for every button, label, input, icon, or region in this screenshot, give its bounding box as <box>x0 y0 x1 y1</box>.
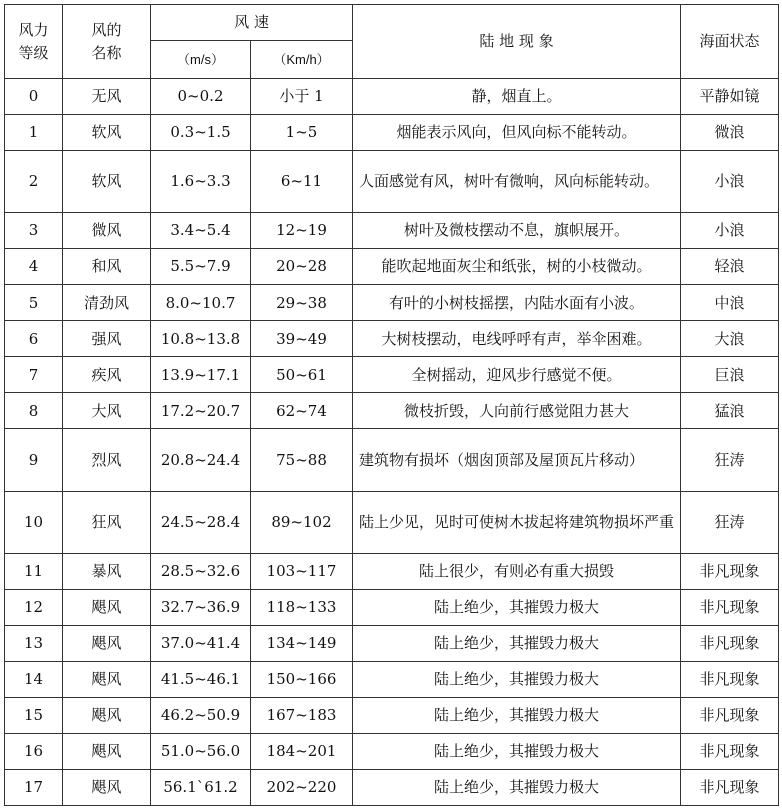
cell-land: 微枝折毁，人向前行感觉阻力甚大 <box>353 393 681 429</box>
header-kmh: （Km/h） <box>251 41 353 79</box>
cell-kmh: 小于 1 <box>251 79 353 115</box>
cell-sea: 非凡现象 <box>681 697 779 733</box>
cell-sea: 中浪 <box>681 285 779 321</box>
header-ms: （m/s） <box>151 41 251 79</box>
cell-ms: 0.3~1.5 <box>151 115 251 151</box>
table-row <box>5 115 779 151</box>
cell-kmh: 39~49 <box>251 321 353 357</box>
table-row <box>5 625 779 661</box>
header-land: 陆 地 现 象 <box>353 5 681 79</box>
cell-ms: 10.8~13.8 <box>151 321 251 357</box>
table-row <box>5 697 779 733</box>
cell-sea: 狂涛 <box>681 429 779 491</box>
cell-kmh: 12~19 <box>251 213 353 249</box>
cell-sea: 非凡现象 <box>681 553 779 589</box>
cell-name: 微风 <box>63 213 151 249</box>
cell-level: 11 <box>5 553 63 589</box>
cell-land: 陆上绝少，其摧毁力极大 <box>353 733 681 769</box>
cell-sea: 非凡现象 <box>681 733 779 769</box>
cell-ms: 5.5~7.9 <box>151 249 251 285</box>
cell-land: 建筑物有损坏（烟囱顶部及屋顶瓦片移动） <box>353 429 681 491</box>
header-name: 风的 名称 <box>63 5 151 79</box>
header-level: 风力 等级 <box>5 5 63 79</box>
cell-land: 陆上绝少，其摧毁力极大 <box>353 697 681 733</box>
cell-kmh: 103~117 <box>251 553 353 589</box>
cell-sea: 轻浪 <box>681 249 779 285</box>
cell-ms: 56.1`61.2 <box>151 769 251 805</box>
table-row <box>5 213 779 249</box>
cell-ms: 51.0~56.0 <box>151 733 251 769</box>
cell-level: 5 <box>5 285 63 321</box>
cell-sea: 小浪 <box>681 151 779 213</box>
cell-ms: 3.4~5.4 <box>151 213 251 249</box>
table-row <box>5 285 779 321</box>
cell-level: 15 <box>5 697 63 733</box>
cell-name: 强风 <box>63 321 151 357</box>
cell-ms: 8.0~10.7 <box>151 285 251 321</box>
cell-sea: 狂涛 <box>681 491 779 553</box>
header-speed: 风 速 <box>151 5 353 41</box>
table-row <box>5 733 779 769</box>
cell-sea: 非凡现象 <box>681 661 779 697</box>
cell-sea: 平静如镜 <box>681 79 779 115</box>
table-row <box>5 321 779 357</box>
cell-name: 软风 <box>63 151 151 213</box>
cell-name: 飓风 <box>63 625 151 661</box>
cell-kmh: 134~149 <box>251 625 353 661</box>
cell-name: 和风 <box>63 249 151 285</box>
table-row <box>5 589 779 625</box>
cell-land: 烟能表示风向，但风向标不能转动。 <box>353 115 681 151</box>
cell-level: 1 <box>5 115 63 151</box>
cell-ms: 32.7~36.9 <box>151 589 251 625</box>
table-body <box>5 79 779 806</box>
cell-sea: 非凡现象 <box>681 589 779 625</box>
cell-level: 7 <box>5 357 63 393</box>
cell-name: 软风 <box>63 115 151 151</box>
cell-ms: 24.5~28.4 <box>151 491 251 553</box>
cell-land: 陆上绝少，其摧毁力极大 <box>353 589 681 625</box>
table-row <box>5 553 779 589</box>
cell-level: 4 <box>5 249 63 285</box>
cell-land: 静，烟直上。 <box>353 79 681 115</box>
cell-sea: 微浪 <box>681 115 779 151</box>
cell-name: 飓风 <box>63 733 151 769</box>
cell-land: 陆上绝少，其摧毁力极大 <box>353 661 681 697</box>
cell-kmh: 167~183 <box>251 697 353 733</box>
cell-kmh: 62~74 <box>251 393 353 429</box>
cell-land: 人面感觉有风，树叶有微响，风向标能转动。 <box>353 151 681 213</box>
cell-name: 飓风 <box>63 589 151 625</box>
cell-sea: 小浪 <box>681 213 779 249</box>
cell-name: 暴风 <box>63 553 151 589</box>
cell-name: 无风 <box>63 79 151 115</box>
cell-level: 12 <box>5 589 63 625</box>
cell-kmh: 118~133 <box>251 589 353 625</box>
cell-sea: 非凡现象 <box>681 769 779 805</box>
table-row <box>5 393 779 429</box>
cell-sea: 非凡现象 <box>681 625 779 661</box>
table-row <box>5 429 779 491</box>
cell-land: 有叶的小树枝摇摆，内陆水面有小波。 <box>353 285 681 321</box>
cell-kmh: 20~28 <box>251 249 353 285</box>
cell-ms: 0~0.2 <box>151 79 251 115</box>
cell-land: 树叶及微枝摆动不息，旗帜展开。 <box>353 213 681 249</box>
cell-level: 10 <box>5 491 63 553</box>
cell-level: 0 <box>5 79 63 115</box>
cell-land: 能吹起地面灰尘和纸张，树的小枝微动。 <box>353 249 681 285</box>
cell-kmh: 29~38 <box>251 285 353 321</box>
table-row <box>5 769 779 805</box>
cell-land: 大树枝摆动，电线呼呼有声，举伞困难。 <box>353 321 681 357</box>
cell-sea: 猛浪 <box>681 393 779 429</box>
cell-kmh: 150~166 <box>251 661 353 697</box>
table-row <box>5 79 779 115</box>
cell-level: 16 <box>5 733 63 769</box>
cell-level: 9 <box>5 429 63 491</box>
cell-kmh: 202~220 <box>251 769 353 805</box>
cell-kmh: 75~88 <box>251 429 353 491</box>
header-sea: 海面状态 <box>681 5 779 79</box>
cell-level: 17 <box>5 769 63 805</box>
table-row <box>5 249 779 285</box>
table-row <box>5 661 779 697</box>
cell-ms: 41.5~46.1 <box>151 661 251 697</box>
cell-name: 狂风 <box>63 491 151 553</box>
cell-ms: 13.9~17.1 <box>151 357 251 393</box>
cell-level: 14 <box>5 661 63 697</box>
table-row <box>5 491 779 553</box>
table-row <box>5 357 779 393</box>
cell-kmh: 184~201 <box>251 733 353 769</box>
cell-kmh: 6~11 <box>251 151 353 213</box>
cell-kmh: 1~5 <box>251 115 353 151</box>
cell-level: 2 <box>5 151 63 213</box>
cell-name: 飓风 <box>63 661 151 697</box>
cell-land: 陆上绝少，其摧毁力极大 <box>353 769 681 805</box>
cell-ms: 46.2~50.9 <box>151 697 251 733</box>
cell-level: 8 <box>5 393 63 429</box>
table-header <box>5 5 779 79</box>
cell-name: 飓风 <box>63 769 151 805</box>
cell-level: 6 <box>5 321 63 357</box>
cell-land: 全树摇动，迎风步行感觉不便。 <box>353 357 681 393</box>
cell-ms: 17.2~20.7 <box>151 393 251 429</box>
cell-ms: 1.6~3.3 <box>151 151 251 213</box>
cell-ms: 28.5~32.6 <box>151 553 251 589</box>
cell-name: 大风 <box>63 393 151 429</box>
table-row <box>5 151 779 213</box>
cell-ms: 37.0~41.4 <box>151 625 251 661</box>
cell-land: 陆上绝少，其摧毁力极大 <box>353 625 681 661</box>
cell-land: 陆上很少，有则必有重大损毁 <box>353 553 681 589</box>
wind-scale-table <box>4 4 779 806</box>
cell-name: 烈风 <box>63 429 151 491</box>
cell-name: 清劲风 <box>63 285 151 321</box>
cell-level: 3 <box>5 213 63 249</box>
cell-name: 飓风 <box>63 697 151 733</box>
cell-level: 13 <box>5 625 63 661</box>
cell-sea: 巨浪 <box>681 357 779 393</box>
cell-name: 疾风 <box>63 357 151 393</box>
cell-sea: 大浪 <box>681 321 779 357</box>
cell-kmh: 89~102 <box>251 491 353 553</box>
cell-land: 陆上少见，见时可使树木拔起将建筑物损坏严重 <box>353 491 681 553</box>
cell-ms: 20.8~24.4 <box>151 429 251 491</box>
cell-kmh: 50~61 <box>251 357 353 393</box>
